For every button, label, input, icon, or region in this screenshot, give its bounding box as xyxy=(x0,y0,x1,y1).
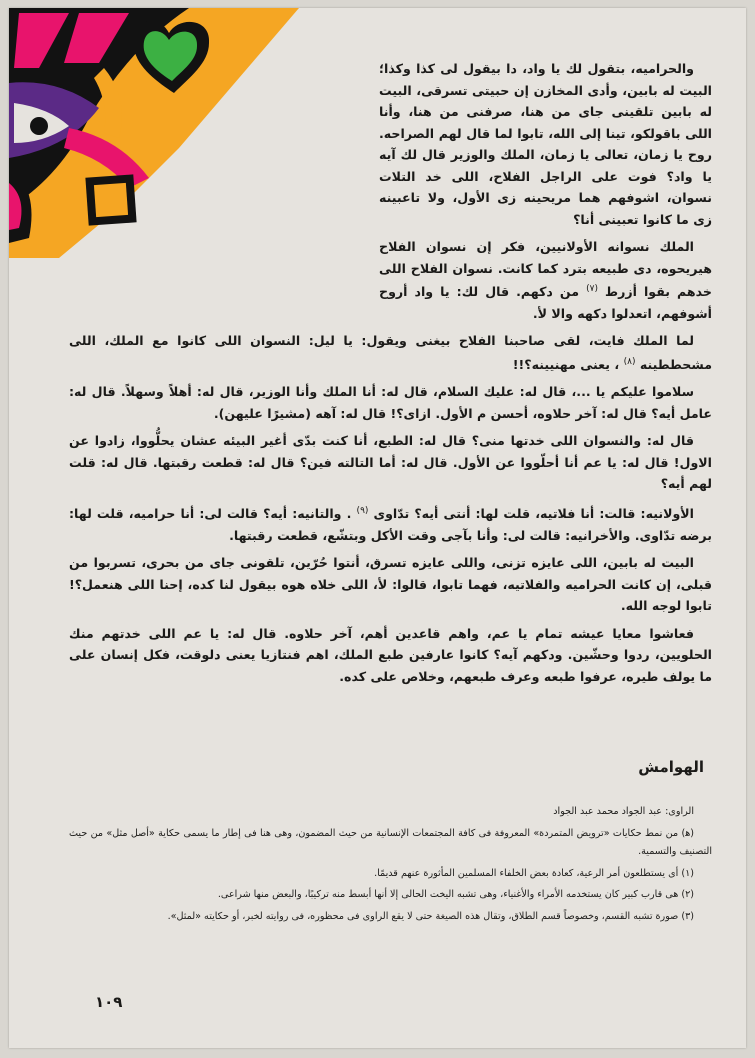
paragraph-6-text: الأولانيه: قالت: أنا فلاتيه، قلت لها: أنتى أيه؟ تدّاوى xyxy=(373,506,694,522)
footnote-narrator: الراوى: عبد الجواد محمد عبد الجواد xyxy=(553,806,694,817)
paragraph-2-tail: من دكهم. قال لك: يا واد أروح أشوفهم، اتعدلوا دكهه والا لأ. xyxy=(379,284,712,321)
paragraph-6-tail: . والتانيه: أيه؟ قالت لى: أنا حراميه، قلت لها: برضه تدّاوى. والأخرانيه: قالت لى: وأنا بآجى وقت الأكل وبتشّع، قطعت رقبتها. xyxy=(69,506,712,543)
paragraph-1: والحراميه، بتقول لك يا واد، دا بيقول لى كذا وكذا؛ البيت له بابين، وأدى المخازن إن حبيتى تسرقى، البيت له بابين تلقينى جاى من هنا، صرفنى من هنا، وأنا اللى باقولكو، تينا إلى الله، تابوا لما قال لهم الصراحه. روح يا زمان، تعالى يا زمان، الملك والوزير قال لك آيه يا واد؟ فوت على الراجل الفلاح، اللى خد التلات نسوان، اشوفهم هما مريحينه زى الأول، ولا تاعبينه زى ما كانوا تعبينى أنا؟ xyxy=(379,61,712,227)
footnote-3: (٣) صورة تشبه القسم، وخصوصاً قسم الطلاق، وتقال هذه الصيغة حتى لا يقع الراوى فى محظوره، فى روايته لخبر، أو حكايته «لمثل». xyxy=(167,910,694,922)
paragraph-7: البيت له بابين، اللى عايزه تزنى، واللى عايزه تسرق، أنتوا حُرّين، تلقونى جاى من بحرى، تسربوا من قبلى، إن كانت الحراميه والفلاتيه، فهما تابوا، قالوا: لأ، اللى خلاه هوه بيقول لنا كده، إحنا اللى هنعمل؟! تابوا لوجه الله. xyxy=(69,555,712,614)
footnotes-heading: الهوامش xyxy=(638,758,704,776)
paragraph-3-tail: ، يعنى مهنيينه؟!! xyxy=(512,356,620,372)
paragraph-3-text: لما الملك فايت، لقى صاحبنا الفلاح بيغنى ويقول: يا ليل: النسوان اللى كانوا مع الملك، اللى مشحططينه xyxy=(69,333,712,372)
footnote-1: (١) أى يستطلعون أمر الرعية، كعادة بعض الخلفاء المسلمين المأثورة عنهم قديمًا. xyxy=(374,867,694,879)
paragraph-8: فعاشوا معايا عيشه تمام يا عم، واهم قاعدين أهم، آخر حلاوه. قال له: يا عم اللى خدتهم منك الحلويين، ردوا وحشّين. ودكهم آيه؟ كانوا عارفين طبع الملك، اهم فنتازيا يعنى دلوقت، فكل إنسان على ما يولف طيره، عرفوا طبعه وعرف طبعهم، وخلاص على كده. xyxy=(69,625,712,684)
story-text xyxy=(69,58,712,693)
paragraph-6 xyxy=(69,501,712,546)
footnote-2: (٢) هى قارب كبير كان يستخدمه الأمراء والأغنياء، وهى تشبه اليخت الحالى إلا أنها أبسط منه تركيبًا، والبعض منها شراعى. xyxy=(217,889,694,900)
paragraph-4: سلاموا عليكم يا ...، قال له: عليك السلام، قال له: أنا الملك وأنا الوزير، قال له: أهلاً وسهلاً. قال له: عامل أيه؟ قال له: آخر حلاوه، أحسن م الأول. ازاى؟! قال له: آهه (مشيرًا عليهن). xyxy=(69,384,712,421)
paragraph-2 xyxy=(379,236,712,324)
footnote-ref-8: (٨) xyxy=(623,356,636,367)
paragraph-5: قال له: والنسوان اللى خدتها منى؟ قال له: الطبع، أنا كنت بدّى أغير البيئه عشان يحلُّووا، زادوا عن الاول! قال له: يا عم أنا أحلّووا عن الأول. قال له: أما التالته فين؟ قال له: قطعت رقبتها. قال له: قلت لهم أيه؟ xyxy=(69,433,712,492)
footnote-ref-9: (٩) xyxy=(356,505,369,516)
footnote-ref-7: (٧) xyxy=(586,284,598,294)
page-number: ١٠٩ xyxy=(95,993,123,1011)
paragraph-2-text: الملك نسوانه الأولانيين، فكر إن نسوان الفلاح هيريحوه، دى طبيعه بترد كما كانت. نسوان الفلاح اللى خدهم بقوا أزرط xyxy=(379,239,712,300)
footnote-h: (ﻫ) من نمط حكايات «ترويض المتمردة» المعروفة فى كافة المجتمعات الإنسانية من حيث المضمون، وهى هنا فى إطار ما يسمى حكاية «أصل مثل» من حيث التصنيف والتسمية. xyxy=(69,827,712,857)
paragraph-3 xyxy=(69,330,712,375)
document-page xyxy=(9,8,746,1048)
footnotes xyxy=(69,803,712,929)
